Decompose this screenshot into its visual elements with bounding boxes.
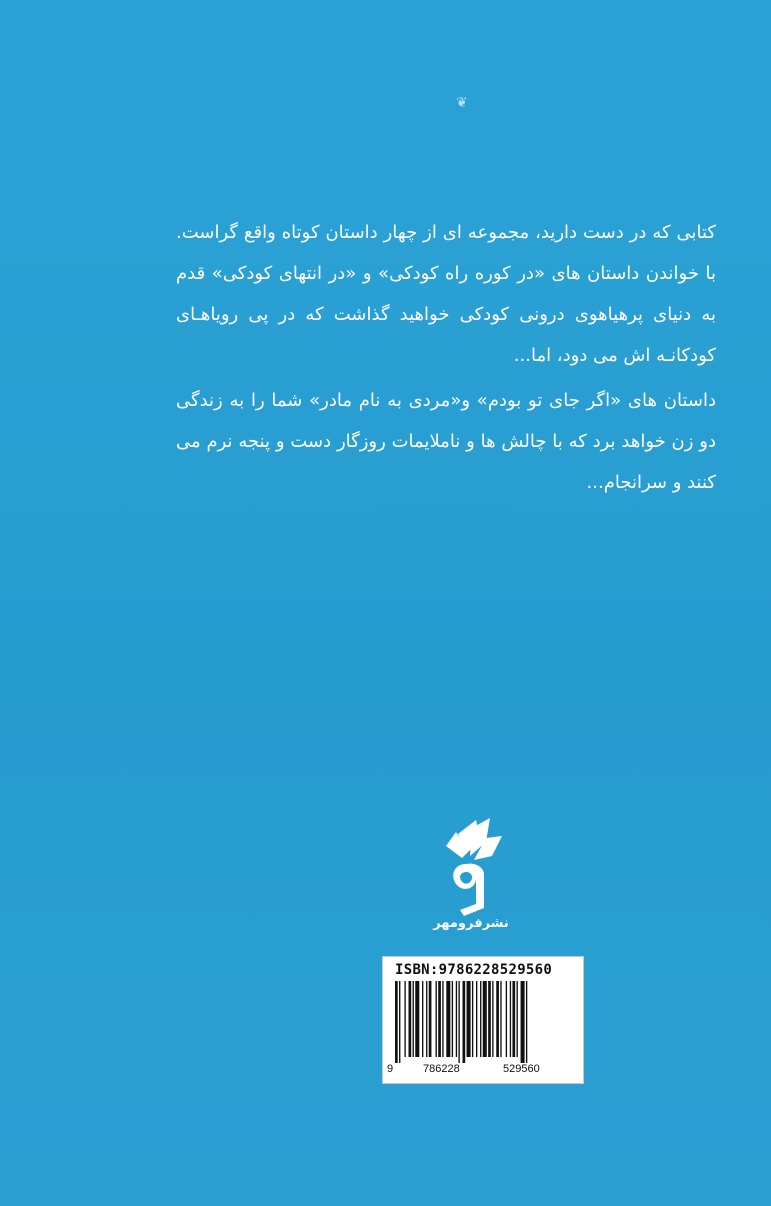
barcode-bar [436,981,437,1057]
publisher-name: نشرفرومهر [433,916,509,931]
barcode-bar [446,981,450,1057]
barcode-bar [456,981,457,1057]
barcode-bar [426,981,427,1057]
barcode-bar [483,981,487,1057]
barcode-bar [463,981,466,1063]
barcode-bar [395,981,398,1063]
barcode-bar [399,981,400,1063]
barcode-bar [404,981,405,1057]
barcode-bar [415,981,419,1057]
barcode-bar [409,981,412,1057]
barcode-digits-group2: 529560 [503,1063,540,1075]
barcode [382,956,584,1084]
barcode-bar [467,981,471,1057]
barcode-bar [517,981,518,1057]
isbn-label: ISBN:9786228529560 [395,962,553,978]
barcode-bar [442,981,443,1057]
barcode-bar [500,981,501,1057]
barcode-bar [488,981,491,1057]
barcode-bar [422,981,423,1057]
blurb-paragraph-2: داستان های «اگر جای تو بودم» و«مردی به نام مادر» شما را به زندگی دو زن خواهد برد که با چالش ها و ناملایمات روزگار دست و پنجه نرم می کنند و سرانجام... [176,390,716,493]
barcode-digit-first: 9 [387,1063,394,1075]
barcode-bar [429,981,432,1057]
barcode-bar [438,981,441,1057]
barcode-bar [476,981,477,1057]
barcode-bar [506,981,507,1057]
barcode-bar [496,981,499,1057]
barcode-bar [492,981,493,1057]
barcode-bar [512,981,515,1057]
decorative-mark: ❦ [456,95,468,111]
barcode-bar [526,981,527,1063]
barcode-bar [472,981,473,1057]
barcode-digits-group1: 786228 [423,1063,460,1075]
barcode-bar [521,981,525,1063]
barcode-bar [452,981,453,1057]
barcode-bar [480,981,481,1057]
blurb-text [176,212,716,503]
barcode-bars [393,981,573,1063]
barcode-bar [413,981,414,1057]
blurb-paragraph-1: کتابی که در دست دارید، مجموعه ای از چهار داستان کوتاه واقع گراست. با خواندن داستان های «در کوره راه کودکی» و «در انتهای کودکی» قدم به دنیای پرهیاهوی درونی کودکی خواهید گذاشت که در پی رویاهـای کودکانـه اش می دود، اما... [176,222,716,366]
barcode-bar [510,981,511,1057]
barcode-bar [458,981,459,1063]
